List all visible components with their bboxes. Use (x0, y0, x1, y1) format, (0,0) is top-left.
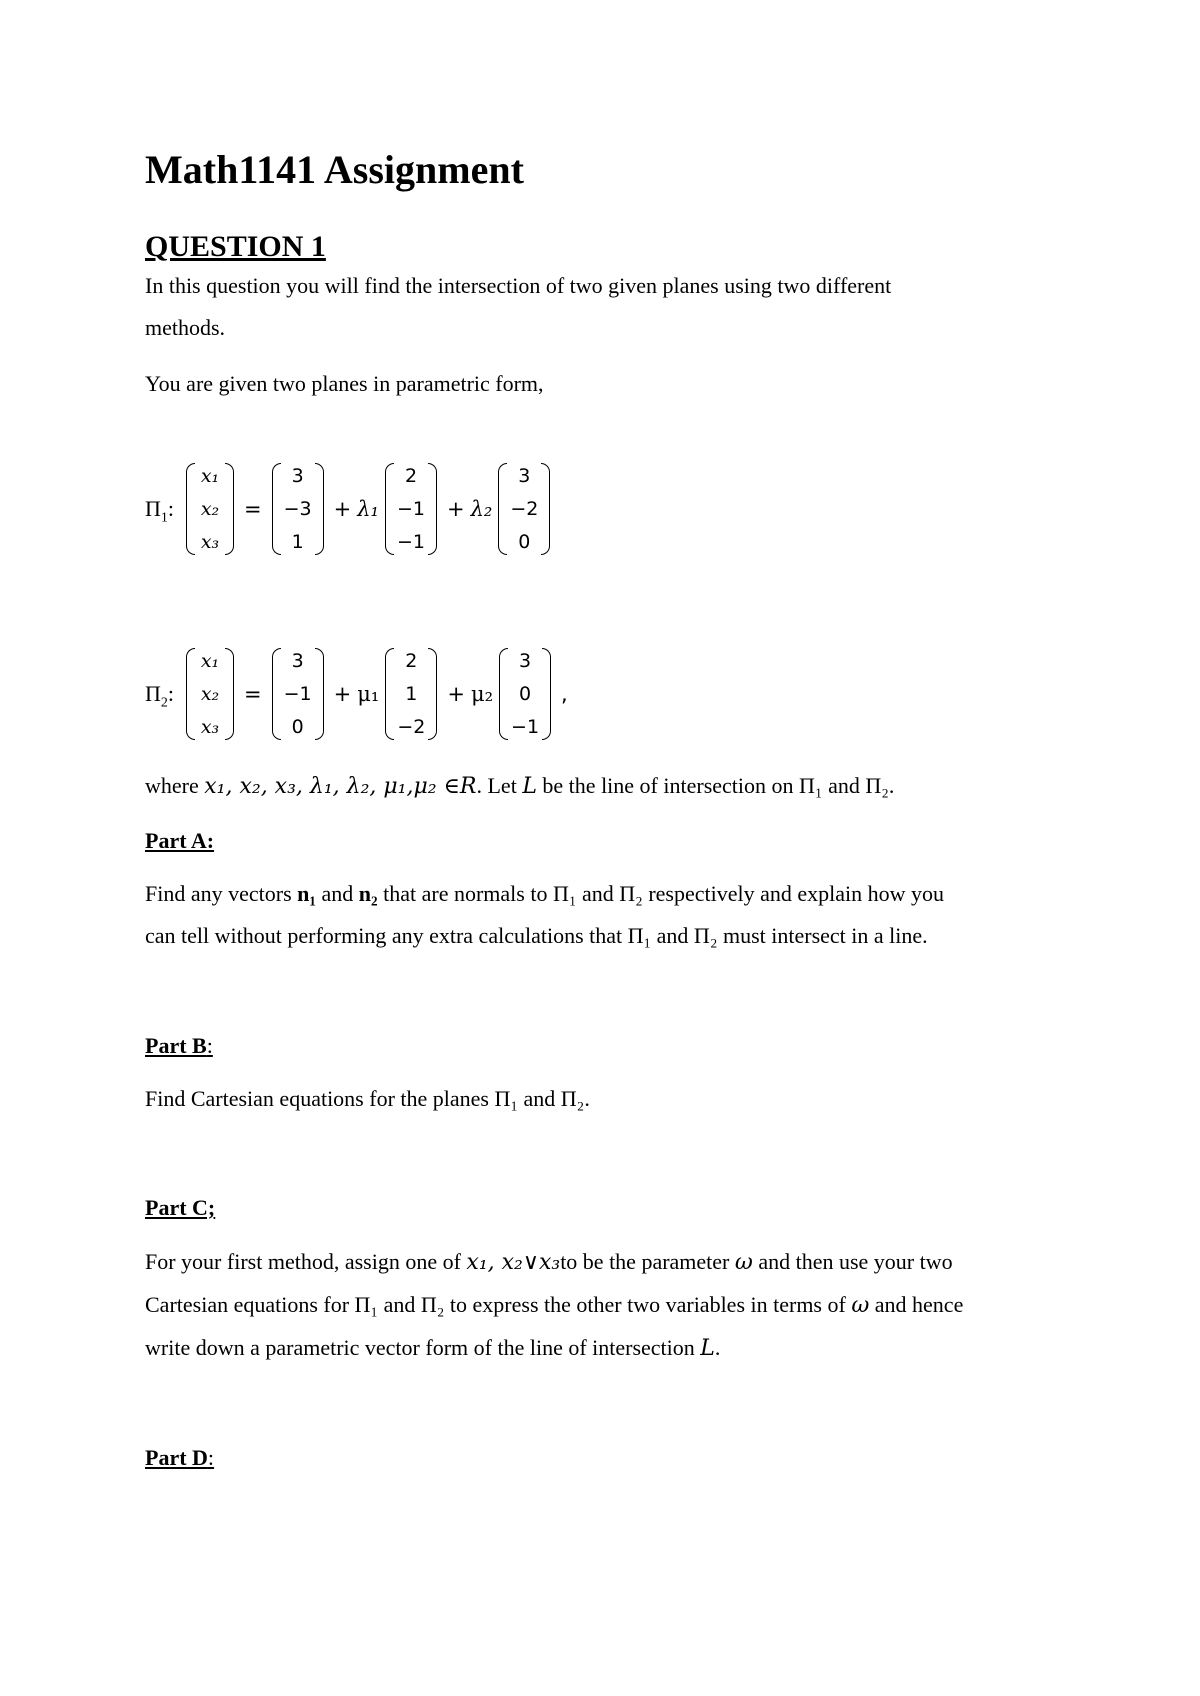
plane2-equation (145, 640, 574, 748)
part-c-heading: Part C; (145, 1195, 216, 1220)
matrix-entry: x₂ (200, 683, 220, 705)
plane2-point-vector (272, 646, 324, 742)
part-a-line-2: can tell without performing any extra calculations that Π₁ and Π₂ must intersect in a line. (145, 923, 928, 948)
part-c-line-1: For your first method, assign one of x₁, x₂∨x₃to be the parameter ω and then use your two (145, 1249, 953, 1275)
plane2-coef1: μ₁ (357, 682, 380, 706)
part-a-text (145, 873, 1045, 957)
intro-paragraph (145, 265, 1045, 349)
plane1-lhs-vector (186, 461, 234, 557)
where-line: where x₁, x₂, x₃, λ₁, λ₂, μ₁,μ₂ ∈R. Let L be the line of intersection on Π₁ and Π₂. (145, 773, 895, 799)
matrix-entry: 3 (291, 465, 304, 487)
plane2-coef2: μ₂ (470, 682, 494, 706)
plus-sign: + (333, 497, 352, 521)
matrix-entry: 2 (405, 650, 418, 672)
matrix-entry: 3 (518, 465, 531, 487)
plane1-direction-vector-2 (498, 461, 550, 557)
matrix-entry: 0 (291, 716, 304, 738)
matrix-entry: −1 (511, 716, 540, 738)
plane1-label: $\Pi_1$: (145, 496, 175, 526)
document-title: Math1141 Assignment (145, 147, 524, 192)
plane1-coef1: λ₁ (357, 497, 379, 521)
matrix-entry: 1 (405, 683, 418, 705)
part-b-heading: Part B: (145, 1033, 213, 1058)
plane2-lhs-vector (186, 646, 234, 742)
intro-line-3: You are given two planes in parametric form, (145, 371, 544, 396)
matrix-entry: −1 (396, 498, 425, 520)
matrix-entry: −2 (397, 716, 426, 738)
intro-line-2: methods. (145, 315, 226, 340)
matrix-entry: −3 (283, 498, 312, 520)
part-c-line-3: write down a parametric vector form of the line of intersection L. (145, 1335, 721, 1361)
matrix-entry: x₁ (200, 465, 220, 487)
matrix-entry: 0 (518, 531, 531, 553)
matrix-entry: 3 (518, 650, 532, 672)
plane1-coef2: λ₂ (470, 497, 493, 521)
plane1-direction-vector-1 (385, 461, 437, 557)
matrix-entry: 3 (291, 650, 304, 672)
matrix-entry: x₃ (200, 531, 220, 553)
equals-sign: = (244, 497, 262, 521)
plane1-point-vector (272, 461, 324, 557)
plane1-equation (145, 455, 566, 563)
matrix-entry: x₃ (200, 716, 220, 738)
plane2-direction-vector-2 (499, 646, 551, 742)
matrix-entry: 2 (404, 465, 418, 487)
part-a-heading: Part A: (145, 828, 215, 853)
matrix-entry: −1 (283, 683, 312, 705)
matrix-entry: x₂ (200, 498, 220, 520)
plane2-label: $\Pi_2$: (145, 681, 175, 711)
equals-sign: = (244, 682, 262, 706)
plus-sign: + (333, 682, 352, 706)
matrix-entry: 0 (518, 683, 532, 705)
matrix-entry: x₁ (200, 650, 220, 672)
matrix-entry: 1 (291, 531, 304, 553)
part-d-heading: Part D: (145, 1445, 215, 1470)
intro-line-1: In this question you will find the intersection of two given planes using two different (145, 273, 892, 298)
part-b-line-1: Find Cartesian equations for the planes Π₁ and Π₂. (145, 1086, 590, 1111)
plus-sign: + (447, 497, 465, 521)
plus-sign: + (447, 682, 465, 706)
plane2-direction-vector-1 (385, 646, 437, 742)
part-c-line-2: Cartesian equations for Π₁ and Π₂ to express the other two variables in terms of ω and hence (145, 1292, 964, 1318)
matrix-entry: −1 (396, 531, 425, 553)
matrix-entry: −2 (510, 498, 539, 520)
part-a-line-1: Find any vectors n₁ and n₂ that are normals to Π₁ and Π₂ respectively and explain how you (145, 881, 945, 906)
plane2-trailing-punct: , (561, 682, 568, 706)
question-heading: QUESTION 1 (145, 230, 326, 263)
part-c-text (145, 1241, 1045, 1370)
